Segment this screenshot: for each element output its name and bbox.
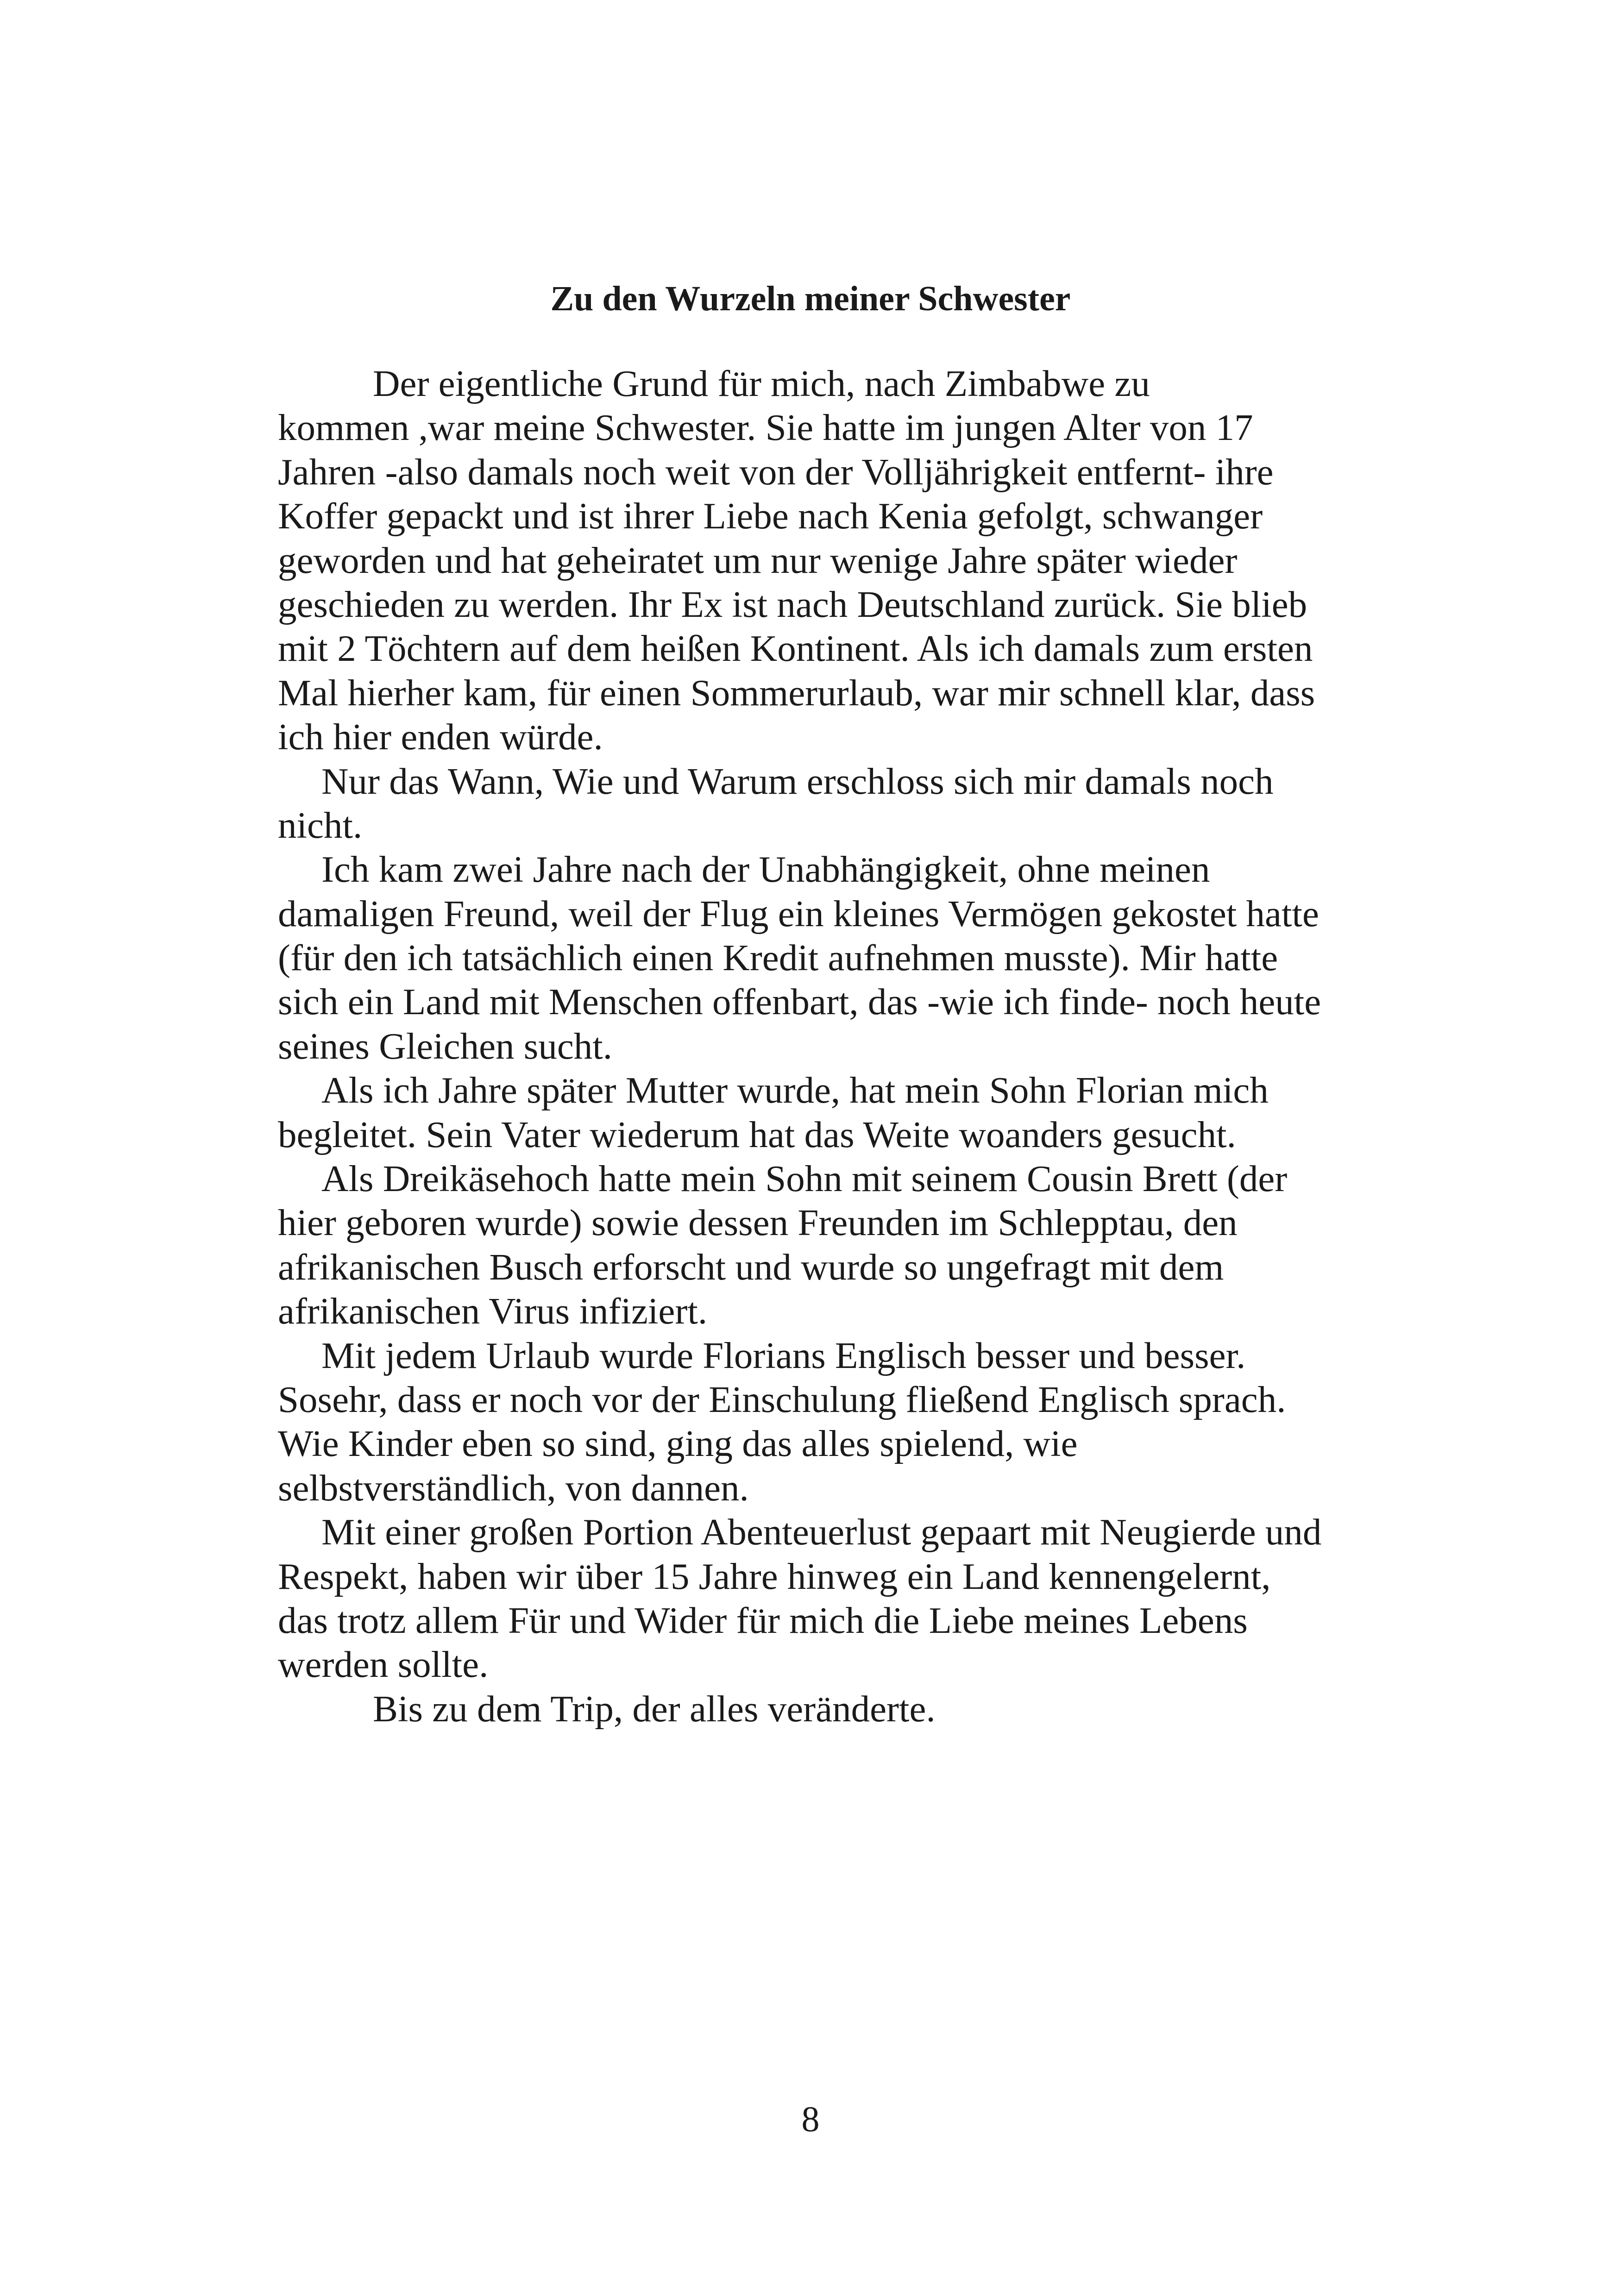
body-text [278, 362, 1366, 1731]
text-line: das trotz allem Für und Wider für mich die Liebe meines Lebens [278, 1599, 1248, 1641]
text-line: ich hier enden würde. [278, 716, 603, 758]
text-line: Bis zu dem Trip, der alles veränderte. [373, 1687, 936, 1730]
text-line: begleitet. Sein Vater wiederum hat das Weite woanders gesucht. [278, 1113, 1236, 1155]
text-line: Nur das Wann, Wie und Warum erschloss sich mir damals noch [321, 760, 1274, 802]
text-line: Mit einer großen Portion Abenteuerlust gepaart mit Neugierde und [321, 1511, 1322, 1553]
chapter-title: Zu den Wurzeln meiner Schwester [550, 279, 1071, 318]
text-line: damaligen Freund, weil der Flug ein kleines Vermögen gekostet hatte [278, 892, 1319, 935]
page-number: 8 [801, 2099, 820, 2139]
text-line: nicht. [278, 804, 363, 846]
text-line: afrikanischen Busch erforscht und wurde so ungefragt mit dem [278, 1246, 1224, 1288]
text-line: Sosehr, dass er noch vor der Einschulung fließend Englisch sprach. [278, 1378, 1286, 1420]
text-line: werden sollte. [278, 1644, 489, 1686]
text-line: mit 2 Töchtern auf dem heißen Kontinent. Als ich damals zum ersten [278, 627, 1313, 670]
text-line: (für den ich tatsächlich einen Kredit aufnehmen musste). Mir hatte [278, 937, 1278, 979]
text-line: geschieden zu werden. Ihr Ex ist nach Deutschland zurück. Sie blieb [278, 583, 1307, 625]
text-line: Jahren -also damals noch weit von der Volljährigkeit entfernt- ihre [278, 451, 1274, 493]
text-line: afrikanischen Virus infiziert. [278, 1290, 708, 1332]
text-line: Koffer gepackt und ist ihrer Liebe nach Kenia gefolgt, schwanger [278, 495, 1263, 537]
text-line: kommen ,war meine Schwester. Sie hatte im jungen Alter von 17 [278, 407, 1253, 449]
text-line: Wie Kinder eben so sind, ging das alles spielend, wie [278, 1423, 1078, 1465]
text-line: Respekt, haben wir über 15 Jahre hinweg ein Land kennengelernt, [278, 1555, 1271, 1597]
text-line: Als ich Jahre später Mutter wurde, hat mein Sohn Florian mich [321, 1069, 1269, 1111]
text-line: geworden und hat geheiratet um nur wenige Jahre später wieder [278, 539, 1238, 581]
text-line: Ich kam zwei Jahre nach der Unabhängigkeit, ohne meinen [321, 848, 1210, 891]
text-line: Mal hierher kam, für einen Sommerurlaub, war mir schnell klar, dass [278, 671, 1315, 714]
text-line: selbstverständlich, von dannen. [278, 1467, 749, 1509]
text-line: seines Gleichen sucht. [278, 1025, 613, 1067]
text-line: Der eigentliche Grund für mich, nach Zimbabwe zu [373, 363, 1150, 404]
text-line: hier geboren wurde) sowie dessen Freunden im Schlepptau, den [278, 1202, 1238, 1244]
text-line: Als Dreikäsehoch hatte mein Sohn mit seinem Cousin Brett (der [321, 1158, 1288, 1200]
text-line: Mit jedem Urlaub wurde Florians Englisch besser und besser. [321, 1334, 1246, 1376]
text-line: sich ein Land mit Menschen offenbart, das -wie ich finde- noch heute [278, 981, 1321, 1023]
